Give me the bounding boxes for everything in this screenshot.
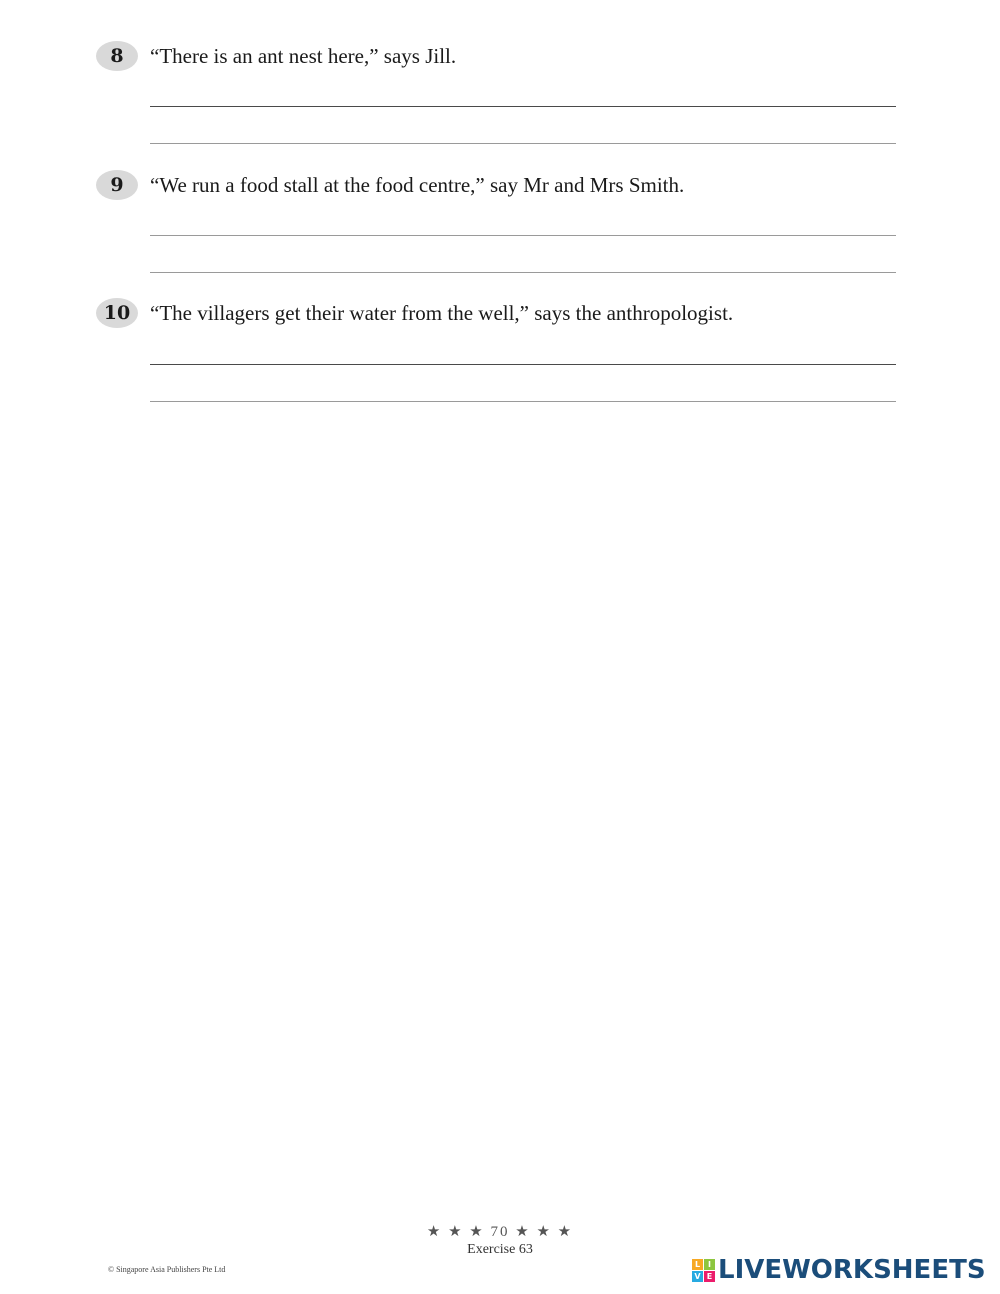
badge-letter-e: E — [704, 1271, 715, 1282]
live-badge-icon — [692, 1259, 715, 1282]
exercise-label: Exercise 63 — [467, 1242, 533, 1257]
logo-text: LIVEWORKSHEETS — [718, 1255, 986, 1285]
copyright-notice: © Singapore Asia Publishers Pte Ltd — [108, 1265, 226, 1274]
badge-letter-l: L — [692, 1259, 703, 1270]
question-number-badge: 8 — [96, 41, 138, 71]
answer-line-2[interactable] — [150, 143, 896, 144]
answer-line-1[interactable] — [150, 106, 896, 107]
answer-line-1[interactable] — [150, 235, 896, 236]
page-number: ★ ★ ★ 70 ★ ★ ★ — [426, 1224, 574, 1240]
answer-line-2[interactable] — [150, 272, 896, 273]
question-text: “There is an ant nest here,” says Jill. — [150, 44, 457, 68]
question-text: “We run a food stall at the food centre,” say Mr and Mrs Smith. — [150, 173, 685, 197]
liveworksheets-logo — [692, 1255, 986, 1285]
question-number-badge: 9 — [96, 170, 138, 200]
answer-line-2[interactable] — [150, 401, 896, 402]
answer-line-1[interactable] — [150, 364, 896, 365]
badge-letter-v: V — [692, 1271, 703, 1282]
badge-letter-i: I — [704, 1259, 715, 1270]
question-text: “The villagers get their water from the well,” says the anthropologist. — [150, 301, 734, 325]
question-number-badge: 10 — [96, 298, 138, 328]
